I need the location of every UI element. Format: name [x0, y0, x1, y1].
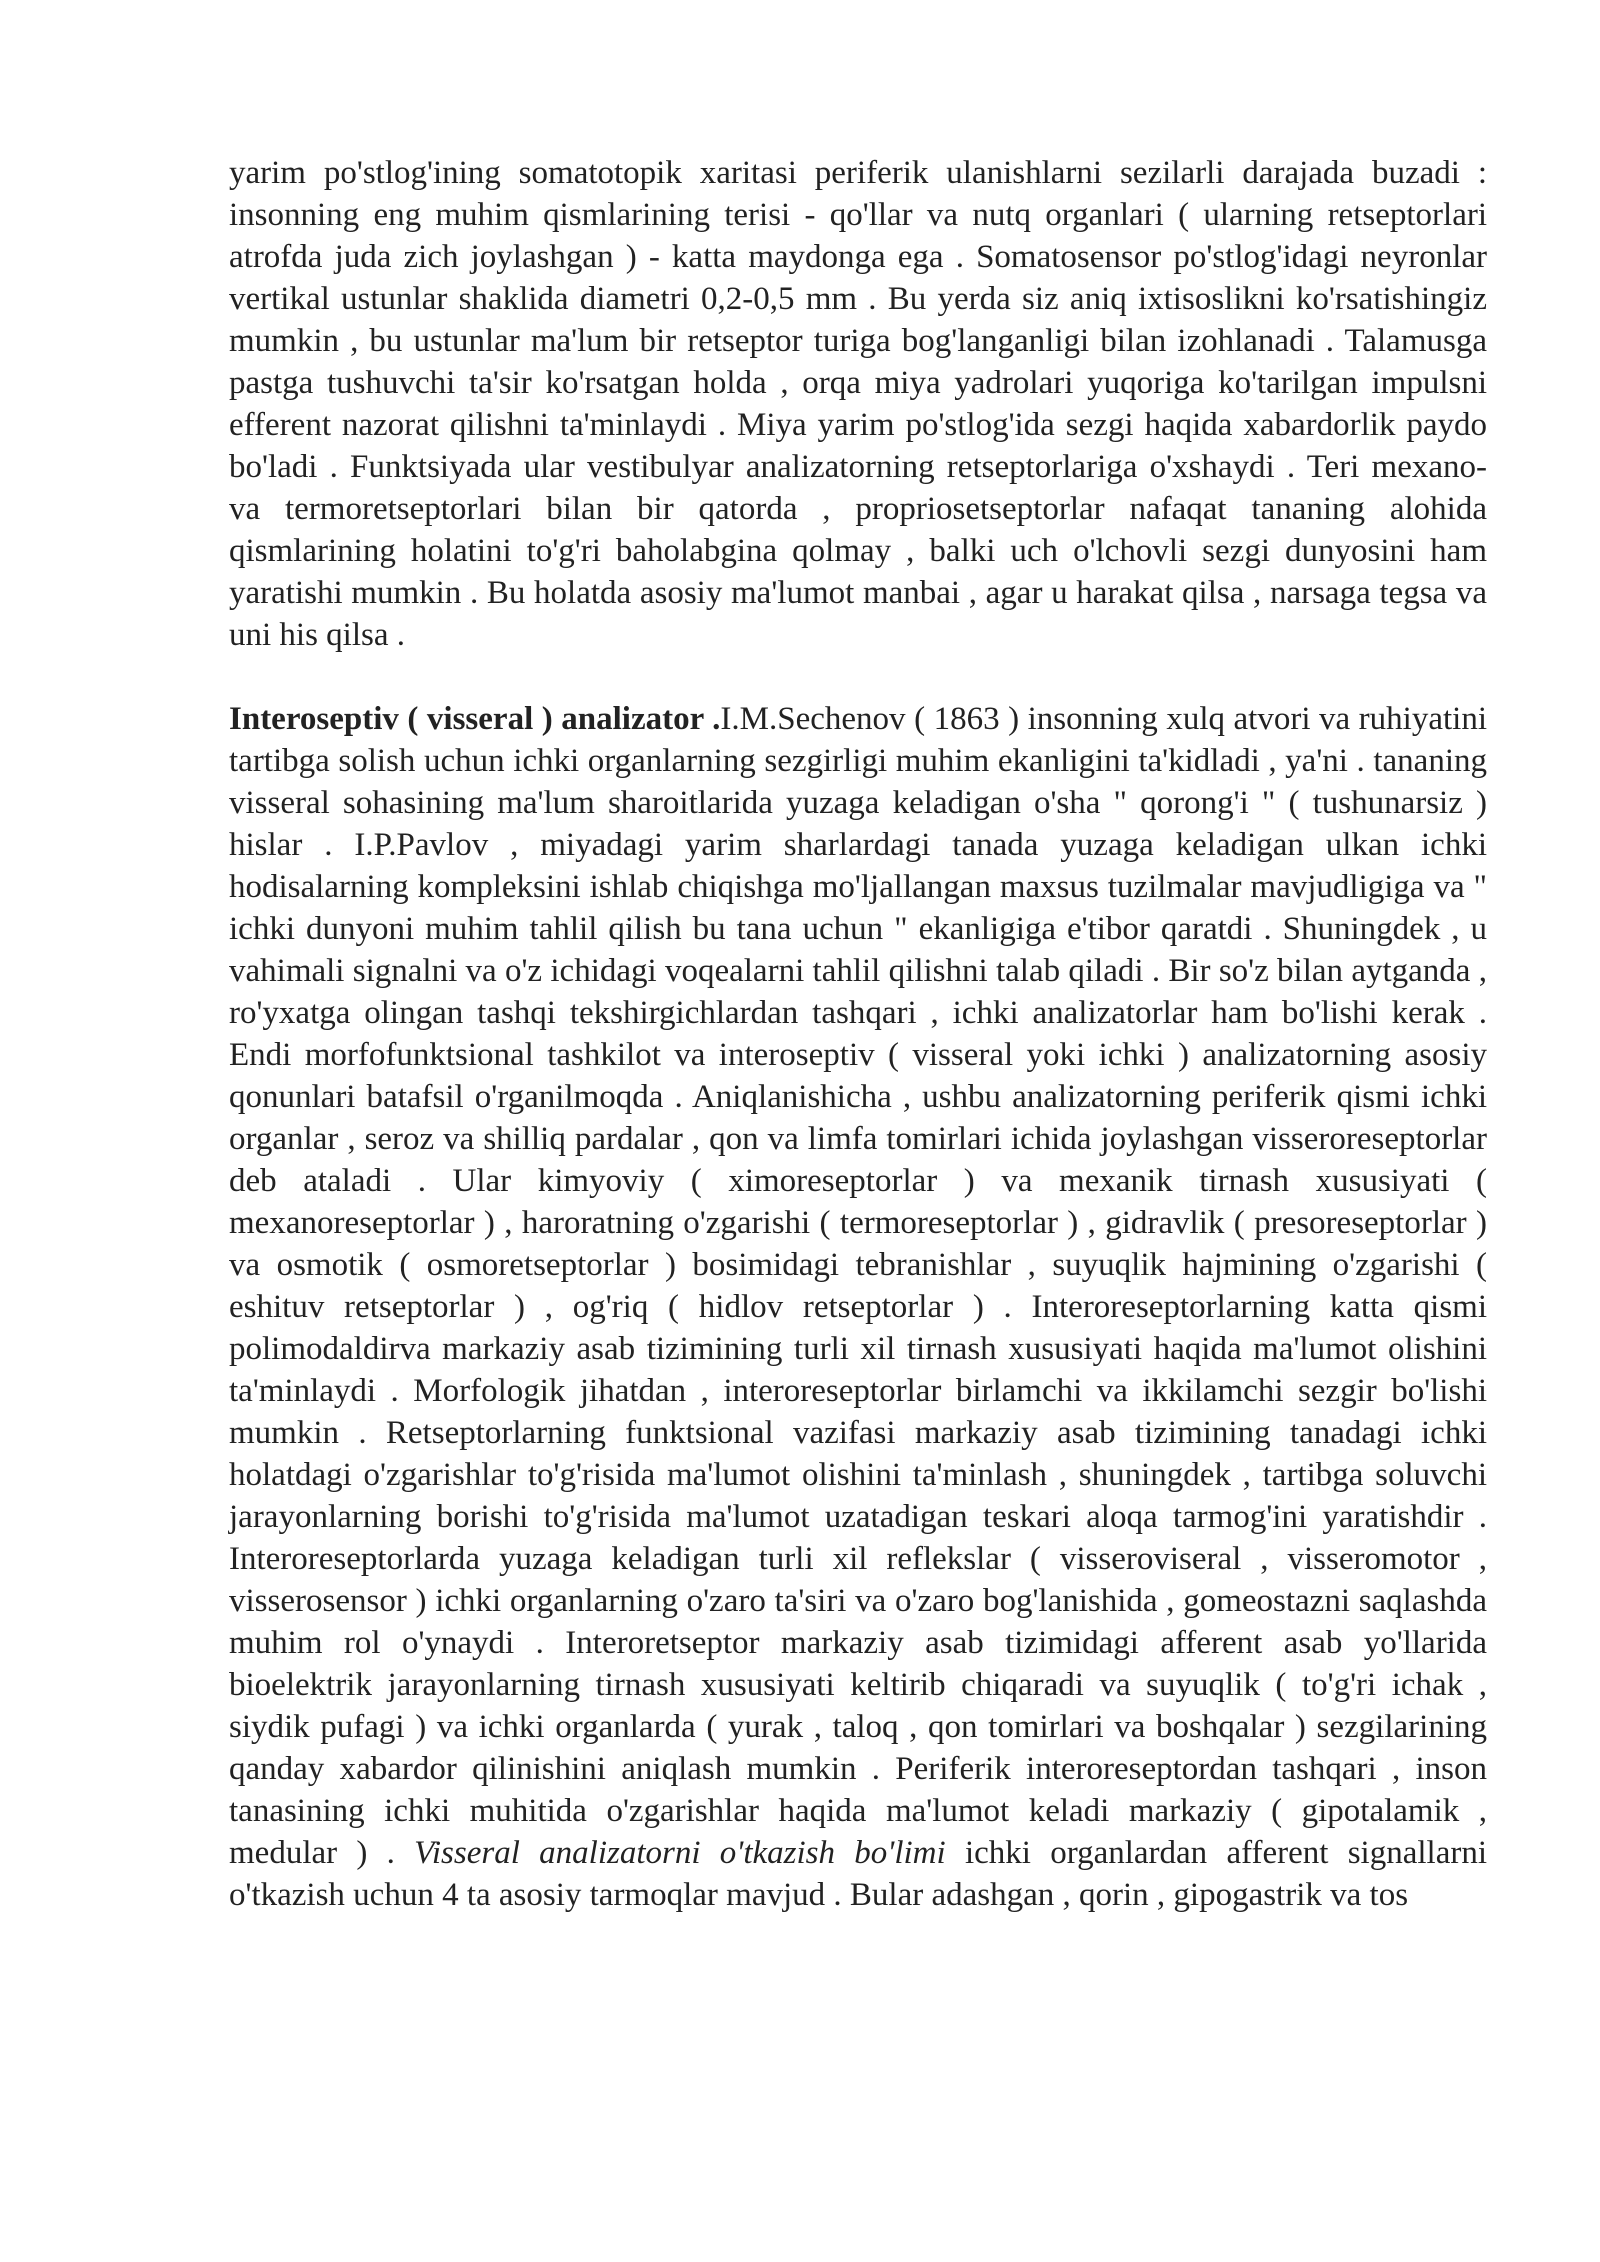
paragraph-body-text: I.M.Sechenov ( 1863 ) insonning xulq atvori va ruhiyatini tartibga solish uchun ichki organlarning sezgirligi muhim ekanligini ta'kidladi , ya'ni . tananing visseral sohasining ma'lum sharoitlarida yuzaga keladigan o'sha " qorong'i " ( tushunarsiz ) hislar . I.P.Pavlov , miyadagi yarim sharlardagi tanada yuzaga keladigan ulkan ichki hodisalarning kompleksini ishlab chiqishga mo'ljallangan maxsus tuzilmalar mavjudligiga va " ichki dunyoni muhim tahlil qilish bu tana uchun " ekanligiga e'tibor qaratdi . Shuningdek , u vahimali signalni va o'z ichidagi voqealarni tahlil qilishni talab qiladi . Bir so'z bilan aytganda , ro'yxatga olingan tashqi tekshirgichlardan tashqari , ichki analizatorlar ham bo'lishi kerak . Endi morfofunktsional tashkilot va interoseptiv ( visseral yoki ichki ) analizatorning asosiy qonunlari batafsil o'rganilmoqda . Aniqlanishicha , ushbu analizatorning periferik qismi ichki organlar , seroz va shilliq pardalar , qon va limfa tomirlari ichida joylashgan visseroreseptorlar deb ataladi . Ular kimyoviy ( ximoreseptorlar ) va mexanik tirnash xususiyati ( mexanoreseptorlar ) , haroratning o'zgarishi ( termoreseptorlar ) , gidravlik ( presoreseptorlar ) va osmotik ( osmoretseptorlar ) bosimidagi tebranishlar , suyuqlik hajmining o'zgarishi ( eshituv retseptorlar ) , og'riq ( hidlov retseptorlar ) . Interoreseptorlarning katta qismi polimodaldirva markaziy asab tizimining turli xil tirnash xususiyati haqida ma'lumot olishini ta'minlaydi . Morfologik jihatdan , interoreseptorlar birlamchi va ikkilamchi sezgir bo'lishi mumkin . Retseptorlarning funktsional vazifasi markaziy asab tizimining tanadagi ichki holatdagi o'zgarishlar to'g'risida ma'lumot olishini ta'minlash , shuningdek , tartibga soluvchi jarayonlarning borishi to'g'risida ma'lumot uzatadigan teskari aloqa tarmog'ini yaratishdir . Interoreseptorlarda yuzaga keladigan turli xil reflekslar ( visseroviseral , visseromotor , visserosensor ) ichki organlarning o'zaro ta'siri va o'zaro bog'lanishida , gomeostazni saqlashda muhim rol o'ynaydi . Interoretseptor markaziy asab tizimidagi afferent asab yo'llarida bioelektrik jarayonlarning tirnash xususiyati keltirib chiqaradi va suyuqlik ( to'g'ri ichak , siydik pufagi ) va ichki organlarda ( yurak , taloq , qon tomirlari va boshqalar ) sezgilarining qanday xabardor qilinishini aniqlash mumkin . Periferik interoreseptordan tashqari , inson tanasining ichki muhitida o'zgarishlar haqida ma'lumot keladi markaziy ( gipotalamik , medular ) . — [229, 701, 1487, 1871]
paragraph-interoceptive-analyzer — [229, 698, 1487, 1916]
italic-term-visceral-conduction: Visseral analizatorni o'tkazish bo'limi — [414, 1835, 946, 1871]
document-body — [229, 152, 1487, 1916]
paragraph-somatosensory: yarim po'stlog'ining somatotopik xaritasi periferik ulanishlarni sezilarli darajada buzadi : insonning eng muhim qismlarining terisi - qo'llar va nutq organlari ( ularning retseptorlari atrofda juda zich joylashgan ) - katta maydonga ega . Somatosensor po'stlog'idagi neyronlar vertikal ustunlar shaklida diametri 0,2-0,5 mm . Bu yerda siz aniq ixtisoslikni ko'rsatishingiz mumkin , bu ustunlar ma'lum bir retseptor turiga bog'langanligi bilan izohlanadi . Talamusga pastga tushuvchi ta'sir ko'rsatgan holda , orqa miya yadrolari yuqoriga ko'tarilgan impulsni efferent nazorat qilishni ta'minlaydi . Miya yarim po'stlog'ida sezgi haqida xabardorlik paydo bo'ladi . Funktsiyada ular vestibulyar analizatorning retseptorlariga o'xshaydi . Teri mexano- va termoretseptorlari bilan bir qatorda , propriosetseptorlar nafaqat tananing alohida qismlarining holatini to'g'ri baholabgina qolmay , balki uch o'lchovli sezgi dunyosini ham yaratishi mumkin . Bu holatda asosiy ma'lumot manbai , agar u harakat qilsa , narsaga tegsa va uni his qilsa . — [229, 155, 1487, 653]
section-heading-interoceptive: Interoseptiv ( visseral ) analizator . — [229, 701, 721, 737]
paragraph-body-text-continued: ichki organlardan afferent signallarni o'tkazish uchun 4 ta asosiy tarmoqlar mavjud . Bular adashgan , qorin , gipogastrik va tos — [229, 1835, 1487, 1913]
